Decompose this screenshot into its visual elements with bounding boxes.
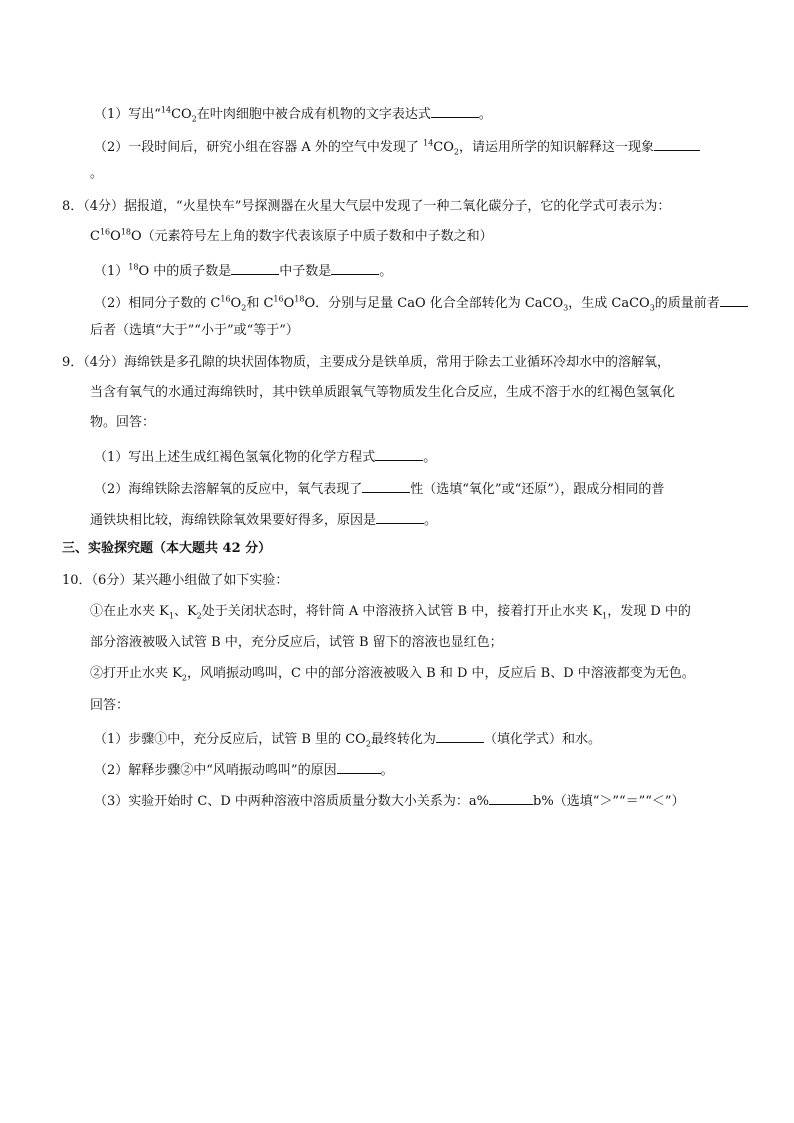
answer-blank[interactable] xyxy=(331,260,379,275)
q7-sub2: （2）一段时间后，研究小组在容器 A 外的空气中发现了 $^{14}CO_2$，请运用所学的知识解释这一现象 xyxy=(94,136,700,157)
q7-sub2-cont: 。 xyxy=(90,166,104,181)
q8-formula: $C^{16}O^{18}O$（元素符号左上角的数字代表该原子中质子数和中子数之和） xyxy=(90,227,493,244)
q8-sub2: （2）相同分子数的 $C^{16}O_2$和 $C^{16}O^{18}O$．分别与足量 CaO 化合全部转化为 CaCO$_3$，生成 CaCO$_3$的质量前者 xyxy=(94,292,748,313)
answer-blank[interactable] xyxy=(231,260,279,275)
q9-stem-2: 当含有氧气的水通过海绵铁时，其中铁单质跟氧气等物质发生化合反应，生成不溶于水的红褐色氢氧化 xyxy=(90,385,676,400)
answer-blank[interactable] xyxy=(436,728,484,743)
answer-blank[interactable] xyxy=(376,509,424,524)
q7-sub1: （1）写出“$^{14}CO_2$在叶肉细胞中被合成有机物的文字表达式 。 xyxy=(94,103,492,124)
answer-blank[interactable] xyxy=(654,136,700,151)
q9-stem-3: 物。回答： xyxy=(90,415,156,430)
q8-sub2-cont: 后者（选填“大于”“小于”或“等于”） xyxy=(90,323,299,338)
q10-sub1: （1）步骤①中，充分反应后，试管 B 里的 $CO_2$最终转化为 （填化学式）和水。 xyxy=(94,728,601,749)
answer-blank[interactable] xyxy=(337,759,381,774)
answer-blank[interactable] xyxy=(720,292,748,307)
q9-sub1: （1）写出上述生成红褐色氢氧化物的化学方程式 。 xyxy=(94,446,436,467)
q9-sub2-cont: 通铁块相比较，海绵铁除氧效果要好得多，原因是 。 xyxy=(90,509,437,530)
q10-sub3: （3）实验开始时 C、D 中两种溶液中溶质质量分数大小关系为：a% b%（选填“＞”“＝”“＜”） xyxy=(94,790,685,811)
q8-stem: 8．（4分）据报道，“火星快车”号探测器在火星大气层中发现了一种二氧化碳分子，它的化学式可表示为： xyxy=(62,199,671,214)
q10-step2: ②打开止水夹 $K_2$，风哨振动鸣叫，C 中的部分溶液被吸入 B 和 D 中，反应后 B、D 中溶液都变为无色。 xyxy=(90,666,695,683)
q10-sub2: （2）解释步骤②中“风哨振动鸣叫”的原因 。 xyxy=(94,759,394,780)
answer-blank[interactable] xyxy=(362,478,410,493)
q10-answer-label: 回答： xyxy=(90,698,130,713)
q10-step1-cont: 部分溶液被吸入试管 B 中，充分反应后，试管 B 留下的溶液也显红色； xyxy=(90,635,503,650)
q9-sub2: （2）海绵铁除去溶解氧的反应中，氧气表现了 性（选填“氧化”或“还原”），跟成分相同的普 xyxy=(94,478,664,499)
section-heading: 三、实验探究题（本大题共 42 分） xyxy=(62,541,272,556)
answer-blank[interactable] xyxy=(431,103,479,118)
q9-stem-1: 9．（4分）海绵铁是多孔隙的块状固体物质，主要成分是铁单质，常用于除去工业循环冷却水中的溶解氧， xyxy=(62,355,671,370)
answer-blank[interactable] xyxy=(489,790,533,805)
q10-stem: 10．（6分）某兴趣小组做了如下实验： xyxy=(62,573,289,588)
q10-step1: ①在止水夹 $K_1$、$K_2$处于关闭状态时，将针筒 A 中溶液挤入试管 B 中，接着打开止水夹 $K_1$，发现 D 中的 xyxy=(90,604,691,621)
answer-blank[interactable] xyxy=(375,446,423,461)
q8-sub1: $(1)^{18}O$ 中的质子数是 中子数是 。 xyxy=(94,260,392,281)
